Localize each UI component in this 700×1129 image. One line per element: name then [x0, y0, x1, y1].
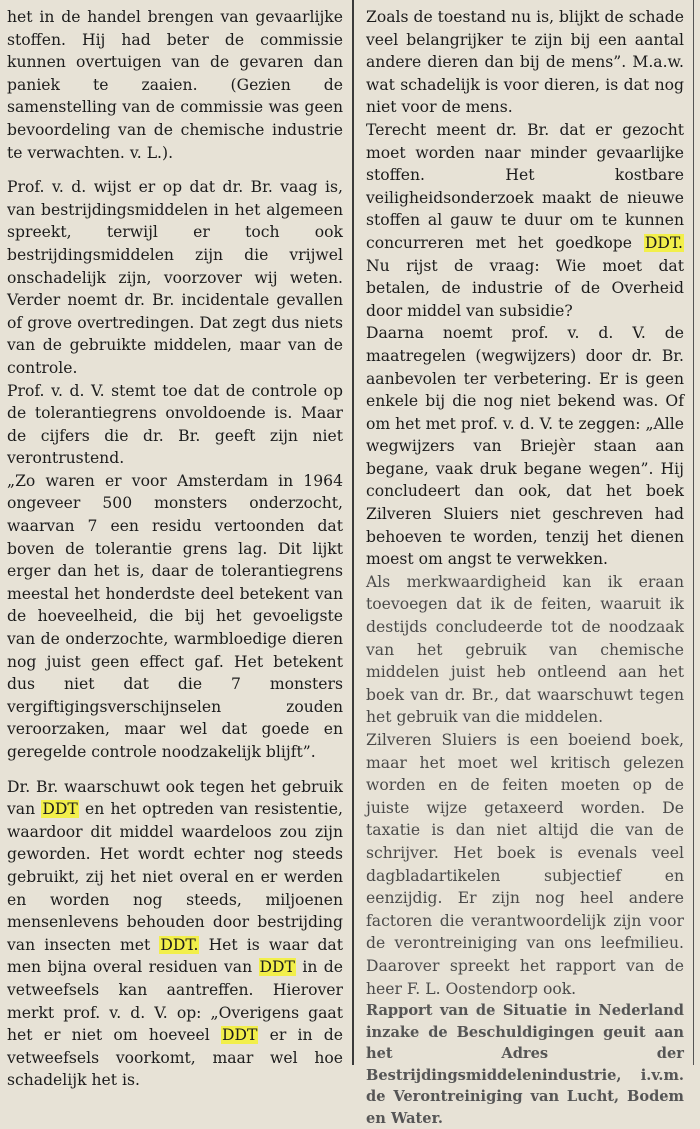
left-paragraph-2: Prof. v. d. wijst er op dat dr. Br. vaag is, van bestrijdingsmiddelen in het algemeen spreekt, terwijl er toch ook bestrijdingsmiddelen zijn die vrijwel onschadelijk zijn, voorzover wij weten. Verder noemt dr. Br. incidentale gevallen of grove overtredingen. Dat zegt dus niets van de gebruikte middelen, maar van de controle. [7, 178, 343, 377]
text-segment: en het optreden van resistentie, waardoor dit middel waardeloos zou zijn geworden. Het wordt echter nog steeds gebruikt, zij het niet overal en er werden en worden nog steeds, miljoenen mensenlevens behouden door bestrijding van insecten met [7, 800, 343, 954]
right-paragraph-5: Zilveren Sluiers is een boeiend boek, maar het moet wel kritisch gelezen worden en de feiten moeten op de juiste wijze getaxeerd worden. De taxatie is dan niet altijd die van de schrijver. Het boek is evenals veel dagbladartikelen subjectief en eenzijdig. Er zijn nog heel andere factoren die verantwoordelijk zijn voor de verontreiniging van ons leefmilieu. Daarover spreekt het rapport van de heer F. L. Oostendorp ook. [366, 731, 684, 998]
highlight-ddt: DDT [259, 958, 295, 977]
highlight-ddt: DDT. [644, 233, 683, 252]
highlight-ddt: DDT [221, 1026, 258, 1045]
right-column [366, 6, 684, 1129]
left-paragraph-4: „Zo waren er voor Amsterdam in 1964 ongeveer 500 monsters onderzocht, waarvan 7 een residu vertoonden dat boven de tolerantie grens lag. Dit lijkt erger dan het is, daar de tolerantiegrens meestal het honderdste deel betekent van de hoeveelheid, die bij het gevoeligste van de onderzochte, warmbloedige dieren nog juist geen effect gaf. Het betekent dus niet dat die 7 monsters vergiftigingsverschijnselen zouden veroorzaken, maar wel dat goede en geregelde controle noodzakelijk blijft”. [7, 471, 343, 761]
column-divider [352, 0, 354, 1065]
right-paragraph-2 [366, 119, 684, 322]
text-segment: Nu rijst de vraag: Wie moet dat betalen, de industrie of de Overheid door middel van subsidie? [366, 256, 684, 320]
clipping-edge [693, 0, 694, 1065]
left-paragraph-3: Prof. v. d. V. stemt toe dat de controle op de tolerantiegrens onvoldoende is. Maar de cijfers die dr. Br. geeft zijn niet verontrustend. [7, 381, 343, 468]
text-segment: Dr. Br. waarschuwt ook tegen het gebruik van [7, 777, 343, 819]
text-segment: Terecht meent dr. Br. dat er gezocht moet worden naar minder gevaarlijke stoffen. Het kostbare veiligheidsonderzoek maakt de nieuwe stoffen al gauw te duur om te kunnen concurreren met het goedkope [366, 120, 684, 252]
left-paragraph-5 [7, 776, 343, 1092]
left-paragraph-1: het in de handel brengen van gevaarlijke stoffen. Hij had beter de commissie kunnen overtuigen van de gevaren dan paniek te zaaien. (Gezien de samenstelling van de commissie was geen bevoordeling van de chemische industrie te verwachten. v. L.). [7, 8, 343, 162]
text-segment: er in de vetweefsels voorkomt, maar wel hoe schadelijk het is. [7, 1026, 343, 1090]
text-segment: Het is waar dat men bijna overal residuen van [7, 935, 343, 977]
left-column [7, 6, 343, 1092]
report-citation: Rapport van de Situatie in Nederland inzake de Beschuldigingen geuit aan het Adres der Bestrijdingsmiddelenindustrie, i.v.m. de Verontreiniging van Lucht, Bodem en Water. [366, 1002, 684, 1127]
right-paragraph-1: Zoals de toestand nu is, blijkt de schade veel belangrijker te zijn bij een aantal andere dieren dan bij de mens”. M.a.w. wat schadelijk is voor dieren, is dat nog niet voor de mens. [366, 8, 684, 117]
highlight-ddt: DDT [42, 800, 78, 819]
text-segment: in de vetweefsels kan aantreffen. Hierover merkt prof. v. d. V. op: „Overigens gaat het er niet om hoeveel [7, 958, 343, 1045]
highlight-ddt: DDT. [160, 935, 199, 954]
right-paragraph-4: Als merkwaardigheid kan ik eraan toevoegen dat ik de feiten, waaruit ik destijds concludeerde tot de noodzaak van het gebruik van chemische middelen juist heb ontleend aan het boek van dr. Br., dat waarschuwt tegen het gebruik van die middelen. [366, 572, 684, 727]
right-paragraph-3: Daarna noemt prof. v. d. V. de maatregelen (wegwijzers) door dr. Br. aanbevolen ter verbetering. Er is geen enkele bij die nog niet bekend was. Of om het met prof. v. d. V. te zeggen: „Alle wegwijzers van Briejèr staan aan begane, vaak druk begane wegen”. Hij concludeert dan ook, dat het boek Zilveren Sluiers niet geschreven had behoeven te worden, tenzij het dienen moest om angst te verwekken. [366, 324, 684, 569]
